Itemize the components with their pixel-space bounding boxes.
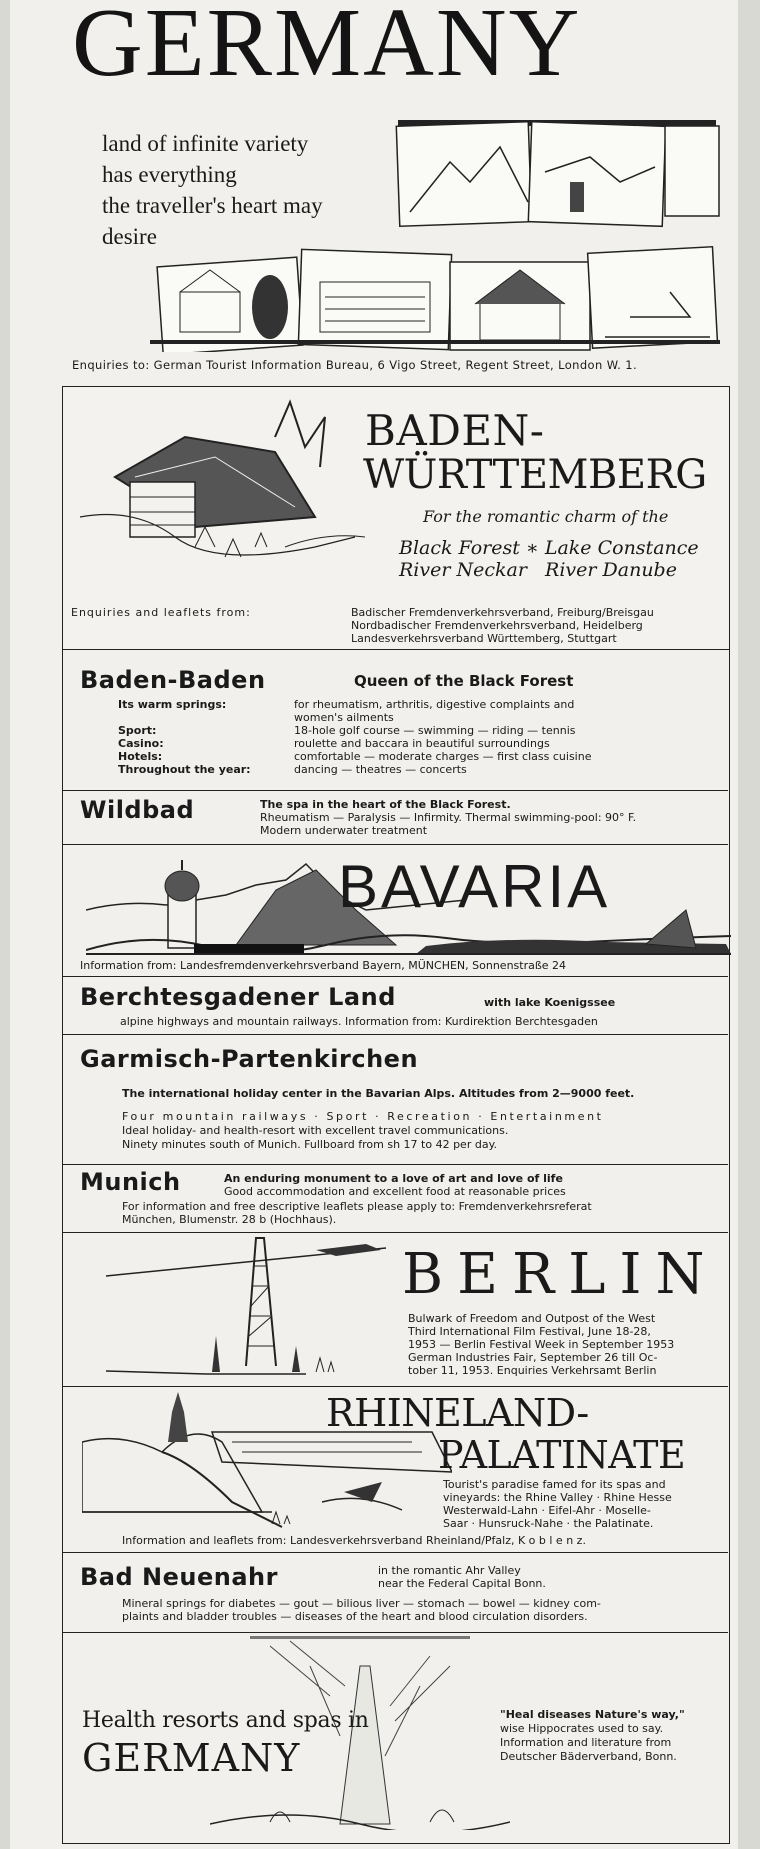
divider: [62, 1552, 728, 1553]
wildbad-line: The spa in the heart of the Black Forest.: [260, 798, 511, 811]
berlin-line: Bulwark of Freedom and Outpost of the West: [408, 1312, 656, 1325]
munich-line: An enduring monument to a love of art and love of life: [224, 1172, 563, 1185]
garmisch-title: Garmisch-Partenkirchen: [80, 1045, 419, 1073]
munich-line: For information and free descriptive leaflets please apply to: Fremdenverkehrsreferat: [122, 1200, 592, 1213]
munich-title: Munich: [80, 1168, 181, 1196]
bavaria-info: Information from: Landesfremdenverkehrsverband Bayern, MÜNCHEN, Sonnenstraße 24: [80, 959, 567, 972]
berlin-title: BERLIN: [402, 1242, 719, 1307]
bad-neuenahr-line: plaints and bladder troubles — diseases of the heart and blood circulation disorders.: [122, 1610, 588, 1623]
baden-wurttemberg-title: [363, 406, 707, 498]
fountain-spa-illustration: [210, 1636, 510, 1830]
bw-enquiries-label: Enquiries and leaflets from:: [71, 606, 251, 619]
wildbad-details: [260, 798, 636, 837]
advertisement-page: [10, 0, 738, 1849]
detail-row: Throughout the year: dancing — theatres — concerts: [118, 763, 467, 776]
baden-baden-title: Baden-Baden: [80, 666, 266, 694]
munich-details: [224, 1172, 566, 1198]
bw-enquiries-list: [351, 606, 654, 645]
title-line-1: RHINELAND-: [326, 1391, 589, 1435]
chalet-illustration: [75, 397, 365, 577]
tagline-line: the traveller's heart may: [102, 193, 323, 218]
munich-line: München, Blumenstr. 28 b (Hochhaus).: [122, 1213, 337, 1226]
enquiries-line: Badischer Fremdenverkehrsverband, Freiburg/Breisgau: [351, 606, 654, 619]
enquiries-line: Landesverkehrsverband Württemberg, Stuttgart: [351, 632, 617, 645]
divider: [62, 1164, 728, 1165]
garmisch-line: Four mountain railways · Sport · Recreation · Entertainment: [122, 1110, 604, 1123]
wildbad-title: Wildbad: [80, 796, 195, 824]
wildbad-line: Modern underwater treatment: [260, 824, 428, 837]
baden-baden-subtitle: Queen of the Black Forest: [354, 672, 574, 690]
divider: [62, 1632, 728, 1633]
bad-neuenahr-title: Bad Neuenahr: [80, 1563, 278, 1591]
garmisch-line: Ninety minutes south of Munich. Fullboard from sh 17 to 42 per day.: [122, 1138, 498, 1151]
header-enquiries: Enquiries to: German Tourist Information Bureau, 6 Vigo Street, Regent Street, London W. 1.: [72, 358, 638, 372]
rhineland-line: Tourist's paradise famed for its spas and: [443, 1478, 666, 1491]
berlin-details: [408, 1312, 674, 1377]
places-line: River Neckar River Danube: [399, 559, 677, 581]
munich-line: Good accommodation and excellent food at reasonable prices: [224, 1185, 566, 1198]
baden-wurttemberg-places: [399, 537, 699, 581]
tagline-line: has everything: [102, 162, 237, 187]
tagline-line: desire: [102, 224, 157, 249]
rhineland-info: Information and leaflets from: Landesverkehrsverband Rheinland/Pfalz, K o b l e n z.: [122, 1534, 586, 1547]
berchtesgaden-line: alpine highways and mountain railways. Information from: Kurdirektion Berchtesgaden: [120, 1015, 598, 1028]
wildbad-line: Rheumatism — Paralysis — Infirmity. Thermal swimming-pool: 90° F.: [260, 811, 637, 824]
page-title: GERMANY: [72, 0, 582, 97]
health-line: Deutscher Bäderverband, Bonn.: [500, 1750, 677, 1763]
detail-row: Casino: roulette and baccara in beautiful surroundings: [118, 737, 550, 750]
bad-neuenahr-line: Mineral springs for diabetes — gout — bilious liver — stomach — bowel — kidney com-: [122, 1597, 601, 1610]
rhineland-line: Westerwald-Lahn · Eifel-Ahr · Moselle-: [443, 1504, 651, 1517]
rhineland-details: [443, 1478, 672, 1530]
bad-neuenahr-line: near the Federal Capital Bonn.: [378, 1577, 546, 1590]
title-line-2: WÜRTTEMBERG: [363, 452, 707, 498]
berlin-line: 1953 — Berlin Festival Week in September 1953: [408, 1338, 675, 1351]
health-line: wise Hippocrates used to say.: [500, 1722, 664, 1735]
detail-row: Sport: 18-hole golf course — swimming — riding — tennis: [118, 724, 576, 737]
health-line: Information and literature from: [500, 1736, 672, 1749]
rhineland-line: Saar · Hunsruck-Nahe · the Palatinate.: [443, 1517, 654, 1530]
divider: [62, 1386, 728, 1387]
divider: [62, 1034, 728, 1035]
divider: [62, 790, 728, 791]
title-line-2: PALATINATE: [438, 1433, 686, 1477]
health-details: [500, 1708, 685, 1764]
detail-row: women's ailments: [294, 711, 394, 724]
bavaria-title: BAVARIA: [338, 853, 611, 920]
health-title-line-1: Health resorts and spas in: [82, 1708, 369, 1733]
detail-row: Hotels: comfortable — moderate charges — first class cuisine: [118, 750, 592, 763]
munich-contact: [122, 1200, 592, 1226]
garmisch-line: Ideal holiday- and health-resort with excellent travel communications.: [122, 1124, 509, 1137]
bad-neuenahr-subtitle: [378, 1564, 546, 1590]
divider: [62, 1232, 728, 1233]
health-quote: "Heal diseases Nature's way,": [500, 1708, 685, 1721]
health-title-line-2: GERMANY: [82, 1736, 301, 1780]
berlin-line: tober 11, 1953. Enquiries Verkehrsamt Berlin: [408, 1364, 657, 1377]
divider: [62, 976, 728, 977]
garmisch-subtitle: The international holiday center in the Bavarian Alps. Altitudes from 2—9000 feet.: [122, 1087, 635, 1100]
berchtesgaden-subtitle: with lake Koenigssee: [484, 996, 616, 1009]
baden-wurttemberg-section: [62, 386, 730, 650]
berchtesgaden-title: Berchtesgadener Land: [80, 983, 396, 1011]
divider: [62, 844, 728, 845]
landscape-postcards-illustration: [150, 112, 720, 352]
tagline-line: land of infinite variety: [102, 131, 309, 156]
baden-wurttemberg-subtitle: For the romantic charm of the: [423, 507, 669, 526]
berlin-line: Third International Film Festival, June 18-28,: [408, 1325, 651, 1338]
rhineland-line: vineyards: the Rhine Valley · Rhine Hesse: [443, 1491, 672, 1504]
rhineland-title: [326, 1392, 685, 1476]
places-line: Black Forest ∗ Lake Constance: [399, 537, 699, 559]
enquiries-line: Nordbadischer Fremdenverkehrsverband, Heidelberg: [351, 619, 643, 632]
bad-neuenahr-line: in the romantic Ahr Valley: [378, 1564, 521, 1577]
berlin-line: German Industries Fair, September 26 till Oc-: [408, 1351, 658, 1364]
bad-neuenahr-details: [122, 1597, 601, 1623]
title-line-1: BADEN-: [365, 406, 545, 455]
berlin-radio-tower-illustration: [106, 1236, 396, 1382]
detail-row: Its warm springs: for rheumatism, arthritis, digestive complaints and: [118, 698, 575, 711]
